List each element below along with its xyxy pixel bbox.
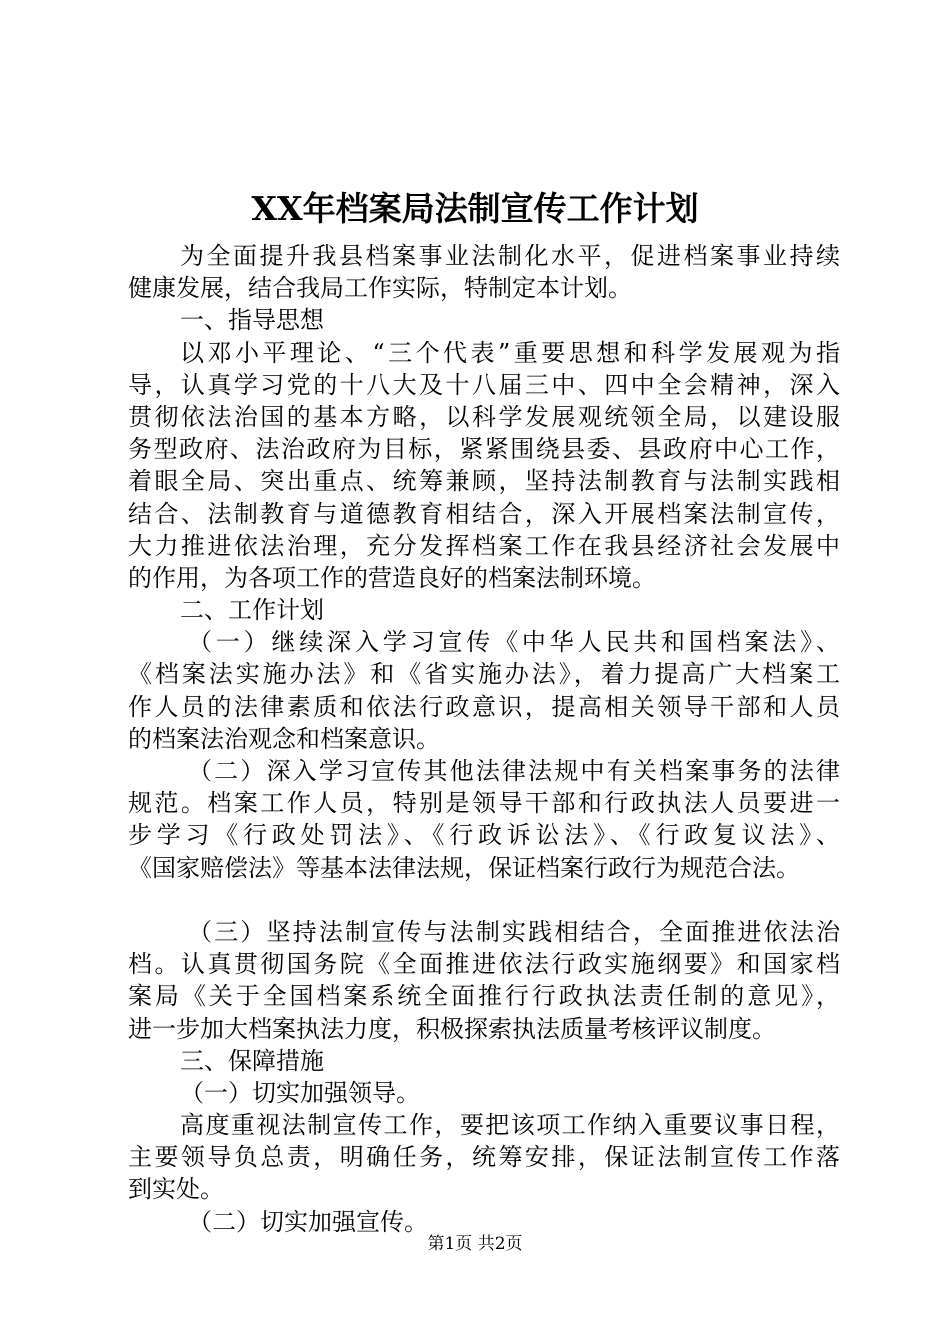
paragraph-line: 规范。档案工作人员，特别是领导干部和行政执法人员要进一 — [128, 789, 840, 818]
paragraph-line: 的档案法治观念和档案意识。 — [128, 724, 440, 753]
paragraph-gap — [128, 884, 840, 916]
paragraph-line: 的作用，为各项工作的营造良好的档案法制环境。 — [128, 563, 656, 592]
paragraph-line: （二）深入学习宣传其他法律法规中有关档案事务的法律 — [188, 757, 840, 785]
paragraph-line: 进一步加大档案执法力度，积极探索执法质量考核评议制度。 — [128, 1014, 776, 1043]
section-heading: 一、指导思想 — [180, 306, 324, 335]
paragraph-line: 到实处。 — [128, 1175, 224, 1204]
paragraph-line: 主要领导负总责，明确任务，统筹安排，保证法制宣传工作落 — [128, 1143, 840, 1172]
paragraph-line: 健康发展，结合我局工作实际，特制定本计划。 — [128, 274, 632, 303]
paragraph-line: 《档案法实施办法》和《省实施办法》，着力提高广大档案工 — [128, 660, 840, 689]
paragraph-line: （三）坚持法制宣传与法制实践相结合，全面推进依法治 — [188, 917, 840, 946]
paragraph-line: 以邓小平理论、“三个代表”重要思想和科学发展观为指 — [180, 338, 840, 367]
section-heading: 三、保障措施 — [180, 1046, 324, 1075]
paragraph-line: 步学习《行政处罚法》、《行政诉讼法》、《行政复议法》、 — [128, 821, 840, 850]
subsection-heading: （二）切实加强宣传。 — [188, 1207, 428, 1236]
paragraph-line: 高度重视法制宣传工作，要把该项工作纳入重要议事日程， — [180, 1111, 840, 1140]
paragraph-line: 作人员的法律素质和依法行政意识，提高相关领导干部和人员 — [128, 692, 840, 721]
paragraph-line: 贯彻依法治国的基本方略，以科学发展观统领全局，以建设服 — [128, 402, 840, 431]
page-footer: 第1页 共2页 — [427, 1234, 523, 1254]
section-heading: 二、工作计划 — [180, 596, 324, 625]
paragraph-line: 着眼全局、突出重点、统筹兼顾，坚持法制教育与法制实践相 — [128, 467, 840, 496]
paragraph-line: 为全面提升我县档案事业法制化水平，促进档案事业持续 — [180, 242, 840, 270]
document-body — [128, 240, 840, 1238]
document-title: XX年档案局法制宣传工作计划 — [251, 189, 699, 228]
paragraph-line: 《国家赔偿法》等基本法律法规，保证档案行政行为规范合法。 — [128, 853, 800, 882]
paragraph-line: 结合、法制教育与道德教育相结合，深入开展档案法制宣传， — [128, 499, 840, 528]
paragraph-line: 大力推进依法治理，充分发挥档案工作在我县经济社会发展中 — [128, 531, 840, 560]
paragraph-line: 档。认真贯彻国务院《全面推进依法行政实施纲要》和国家档 — [128, 950, 840, 979]
paragraph-line: 案局《关于全国档案系统全面推行行政执法责任制的意见》， — [128, 982, 840, 1011]
paragraph-line: （一）继续深入学习宣传《中华人民共和国档案法》、 — [188, 628, 840, 657]
paragraph-line: 务型政府、法治政府为目标，紧紧围绕县委、县政府中心工作， — [128, 435, 840, 464]
paragraph-line: 导，认真学习党的十八大及十八届三中、四中全会精神，深入 — [128, 370, 840, 399]
subsection-heading: （一）切实加强领导。 — [180, 1078, 420, 1107]
